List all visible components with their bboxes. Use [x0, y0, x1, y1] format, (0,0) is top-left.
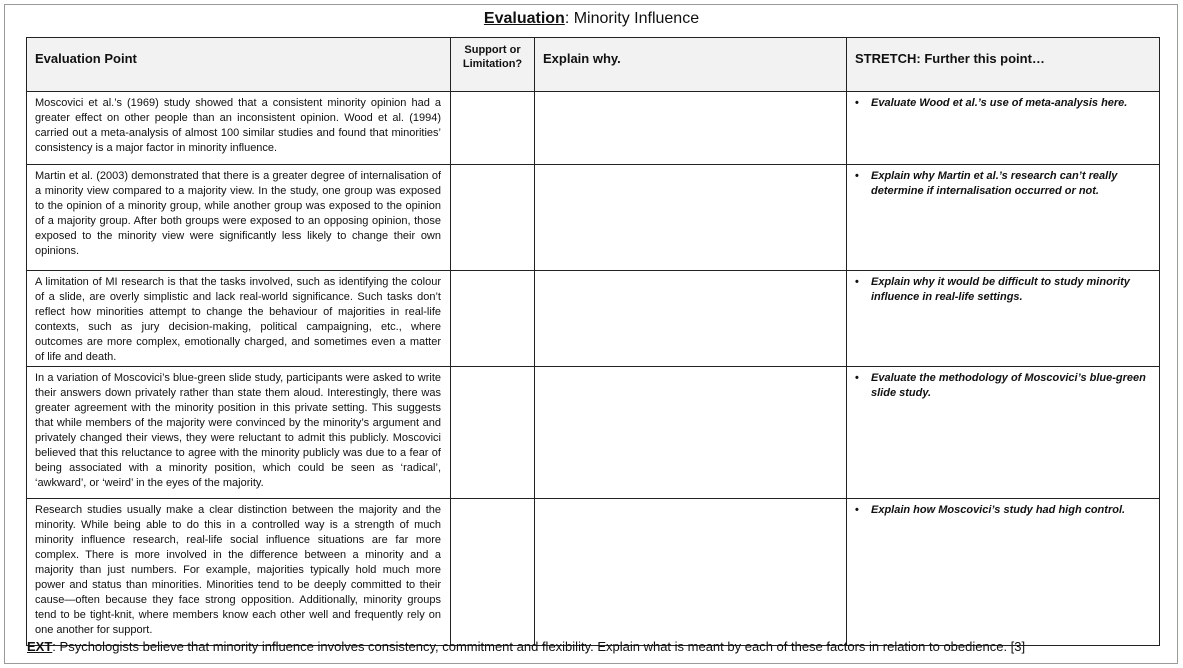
evaluation-point-cell: Martin et al. (2003) demonstrated that there is a greater degree of internalisation of a minority view compared to a majority view. In the study, one group was exposed to the opinion of a minority group, while another group was exposed to the opinion of a majority group. After both groups were exposed to an opposing opinion, those exposed to the minority view were significantly less likely to change their own opinions.: [27, 165, 451, 271]
header-row: [27, 38, 1160, 92]
title-bold: Evaluation: [483, 10, 565, 27]
evaluation-point-cell: Research studies usually make a clear distinction between the majority and the minority. While being able to do this in a controlled way is a strength of much minority influence research, real-life social influence situations are far more complex. There is more involved in the difference between a minority and a majority than just numbers. For example, majorities typically hold much more power and status than minorities. Minorities tend to be deeply committed to their cause—often because they face strong opposition. Additionally, minority groups tend to be tight-knit, where members know each other well and frequently rely on one another for support.: [27, 499, 451, 646]
header-explain: Explain why.: [535, 38, 847, 92]
header-evaluation-point: Evaluation Point: [27, 38, 451, 92]
header-support-limitation: [451, 38, 535, 92]
evaluation-table: [26, 37, 1160, 646]
table-row: [27, 92, 1160, 165]
table-row: [27, 165, 1160, 271]
ext-label: EXT: [27, 639, 53, 654]
table-row: [27, 499, 1160, 646]
explain-cell[interactable]: [535, 367, 847, 499]
extension-question: [27, 639, 1025, 655]
table-row: [27, 367, 1160, 499]
stretch-cell: [847, 271, 1160, 367]
explain-cell[interactable]: [535, 271, 847, 367]
stretch-prompt: • Explain why Martin et al.’s research can’t really determine if internalisation occurred or not.: [871, 169, 1151, 199]
page-title: [0, 9, 1183, 29]
support-limitation-cell[interactable]: [451, 367, 535, 499]
stretch-cell: [847, 499, 1160, 646]
title-rest: : Minority Influence: [564, 10, 700, 27]
explain-cell[interactable]: [535, 92, 847, 165]
header-support-line2: Limitation?: [462, 58, 523, 70]
explain-cell[interactable]: [535, 499, 847, 646]
support-limitation-cell[interactable]: [451, 499, 535, 646]
header-stretch: STRETCH: Further this point…: [847, 38, 1160, 92]
support-limitation-cell[interactable]: [451, 92, 535, 165]
support-limitation-cell[interactable]: [451, 271, 535, 367]
evaluation-point-cell: A limitation of MI research is that the tasks involved, such as identifying the colour of a slide, are overly simplistic and lack real-world significance. Such tasks don’t reflect how minorities attempt to change the behaviour of majorities in real-life contexts, such as jury decision-making, political campaigning, etc., where outcomes are more complex, emotionally charged, and sometimes even a matter of life and death.: [27, 271, 451, 367]
support-limitation-cell[interactable]: [451, 165, 535, 271]
header-support-line1: Support or: [464, 44, 521, 56]
ext-text: : Psychologists believe that minority influence involves consistency, commitment and flexibility. Explain what is meant by each of these factors in relation to obedience. [3]: [52, 639, 1026, 654]
table-row: [27, 271, 1160, 367]
explain-cell[interactable]: [535, 165, 847, 271]
evaluation-point-cell: Moscovici et al.’s (1969) study showed that a consistent minority opinion had a greater effect on other people than an inconsistent opinion. Wood et al. (1994) carried out a meta-analysis of almost 100 similar studies and found that minorities’ consistency is a major factor in minority influence.: [27, 92, 451, 165]
stretch-cell: [847, 165, 1160, 271]
stretch-prompt: • Explain why it would be difficult to study minority influence in real-life settings.: [871, 275, 1151, 305]
stretch-prompt: • Explain how Moscovici’s study had high control.: [871, 503, 1151, 518]
stretch-prompt: • Evaluate Wood et al.’s use of meta-analysis here.: [871, 96, 1151, 111]
stretch-prompt: • Evaluate the methodology of Moscovici’s blue-green slide study.: [871, 371, 1151, 401]
evaluation-point-cell: In a variation of Moscovici’s blue-green slide study, participants were asked to write their answers down privately rather than state them aloud. Interestingly, there was greater agreement with the minority position in this private setting. This suggests that while members of the majority were convinced by the minority’s argument and privately changed their views, they were reluctant to admit this publicly. Moscovici believed that this reluctance to agree with the minority publicly was due to a fear of being associated with a minority position, which could be seen as ‘radical’, ‘awkward’, or ‘weird’ in the eyes of the majority.: [27, 367, 451, 499]
stretch-cell: [847, 367, 1160, 499]
stretch-cell: [847, 92, 1160, 165]
